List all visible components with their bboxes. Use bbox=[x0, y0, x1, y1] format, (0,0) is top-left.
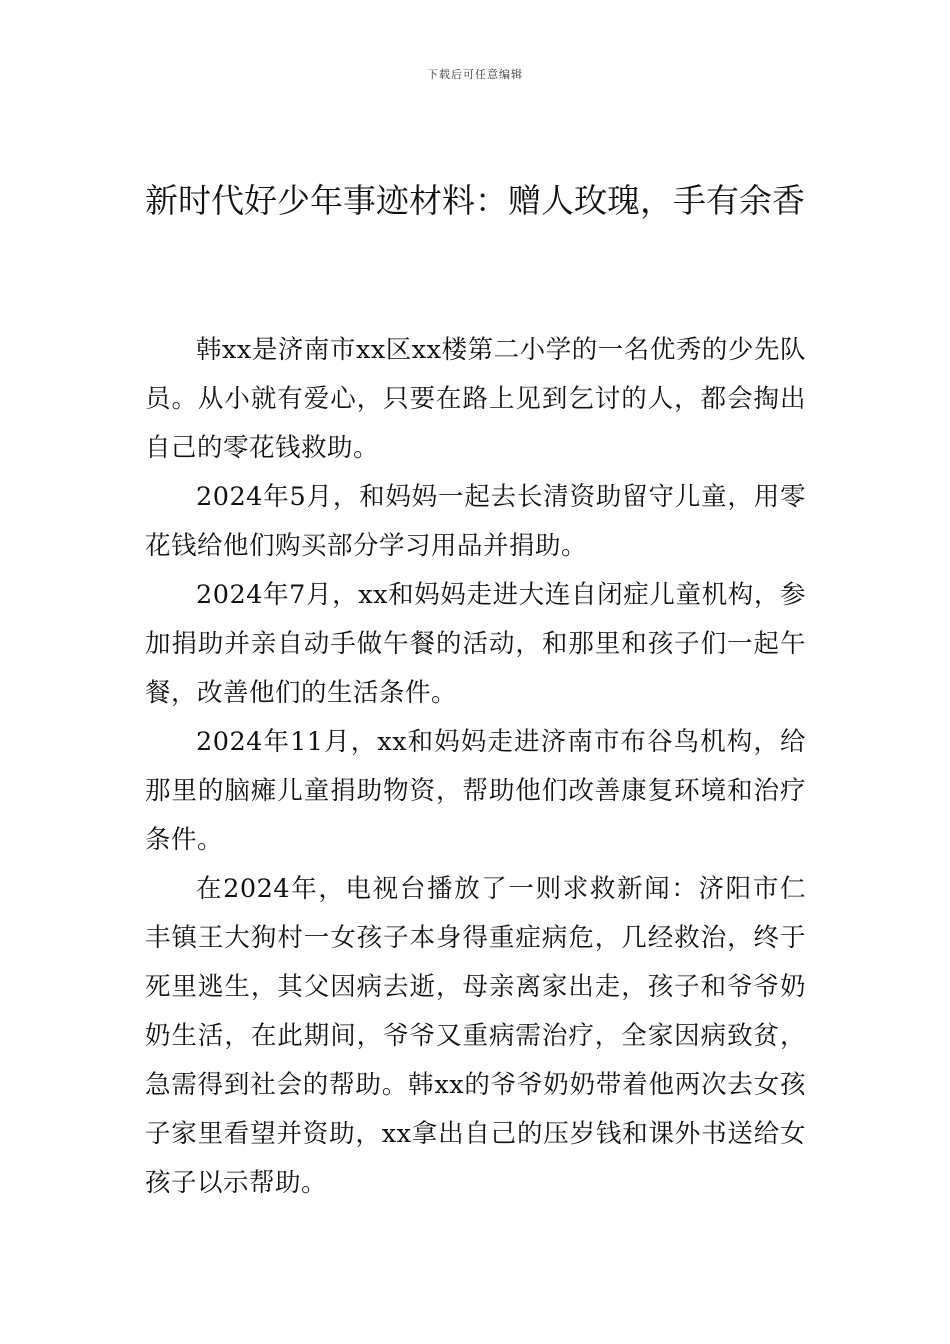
paragraph-november-2024: 2024年11月，xx和妈妈走进济南市布谷鸟机构，给那里的脑瘫儿童捐助物资，帮助他们改善康复环境和治疗条件。 bbox=[145, 727, 806, 855]
header-note: 下载后可任意编辑 bbox=[427, 68, 523, 81]
document-title: 新时代好少年事迹材料：赠人玫瑰，手有余香 bbox=[145, 181, 805, 220]
paragraph-july-2024: 2024年7月，xx和妈妈走进大连自闭症儿童机构，参加捐助并亲自动手做午餐的活动，和那里和孩子们一起午餐，改善他们的生活条件。 bbox=[145, 580, 806, 708]
paragraph-may-2024: 2024年5月，和妈妈一起去长清资助留守儿童，用零花钱给他们购买部分学习用品并捐助。 bbox=[145, 482, 806, 561]
paragraph-intro: 韩xx是济南市xx区xx楼第二小学的一名优秀的少先队员。从小就有爱心，只要在路上见到乞讨的人，都会掏出自己的零花钱救助。 bbox=[145, 335, 806, 463]
document-body bbox=[145, 326, 806, 1208]
paragraph-rescue-news: 在2024年，电视台播放了一则求救新闻：济阳市仁丰镇王大狗村一女孩子本身得重症病危，几经救治，终于死里逃生，其父因病去逝，母亲离家出走，孩子和爷爷奶奶生活，在此期间，爷爷又重病需治疗，全家因病致贫，急需得到社会的帮助。韩xx的爷爷奶奶带着他两次去女孩子家里看望并资助，xx拿出自己的压岁钱和课外书送给女孩子以示帮助。 bbox=[145, 874, 806, 1198]
